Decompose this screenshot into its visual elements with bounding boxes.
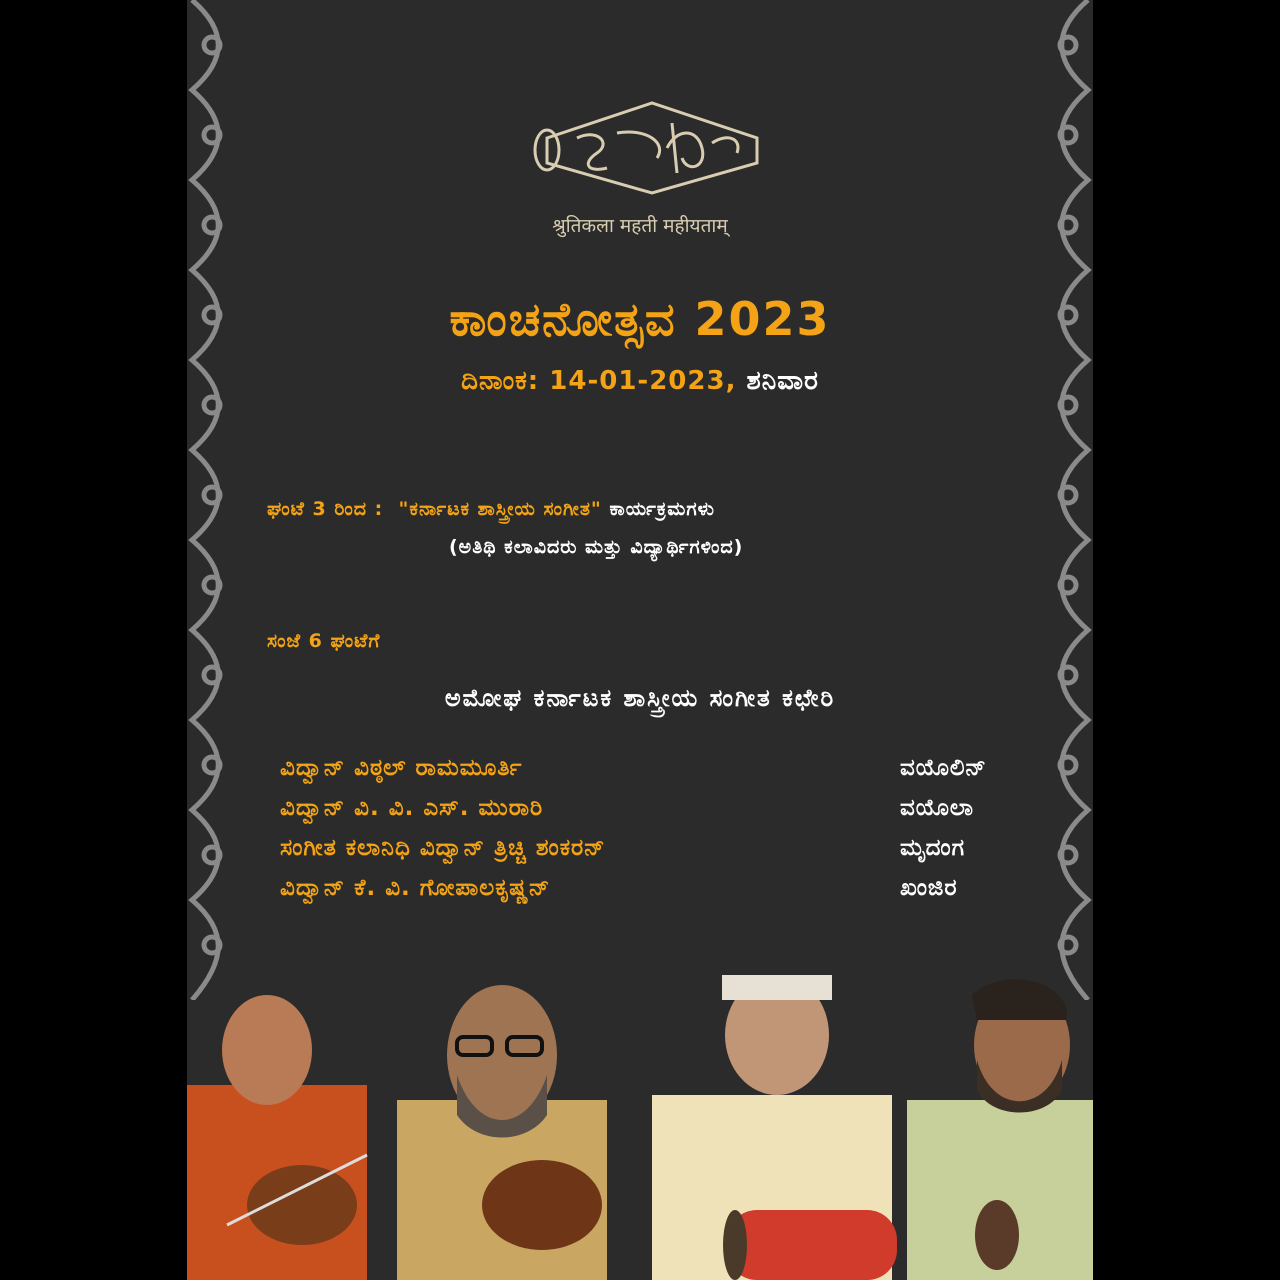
musician-photo-1 [187,995,367,1280]
artist-row [280,868,1040,908]
date-value: 14-01-2023, [549,366,737,396]
left-floral-border [187,0,247,1000]
afternoon-session [267,498,715,520]
logo-tagline: श्रुतिकला महती महीयताम् [552,215,728,237]
artist-photos [187,975,1093,1280]
afternoon-time: ಘಂಟೆ 3 ರಿಂದ : [267,498,384,520]
artist-instrument: ಮೃದಂಗ [900,835,966,861]
afternoon-program: "ಕರ್ನಾಟಕ ಶಾಸ್ತ್ರೀಯ ಸಂಗೀತ" [398,498,602,520]
afternoon-note: (ಅತಿಥಿ ಕಲಾವಿದರು ಮತ್ತು ವಿದ್ಯಾರ್ಥಿಗಳಿಂದ) [449,536,744,558]
date-day: ಶನಿವಾರ [746,366,819,396]
artist-name: ವಿದ್ವಾನ್ ವಿ. ವಿ. ಎಸ್. ಮುರಾರಿ [280,795,544,821]
artist-row [280,788,1040,828]
musician-photo-3 [652,975,897,1280]
event-date [187,366,1093,397]
artist-row [280,748,1040,788]
artist-instrument: ವಯೊಲಿನ್ [900,755,987,781]
artist-row [280,828,1040,868]
afternoon-program-suffix: ಕಾರ್ಯಕ್ರಮಗಳು [609,498,715,520]
artist-name: ವಿದ್ವಾನ್ ಕೆ. ವಿ. ಗೋಪಾಲಕೃಷ್ಣನ್ [280,875,551,901]
artist-instrument: ವಯೊಲಾ [900,795,974,821]
artist-list [280,748,1040,908]
event-title: ಕಾಂಚನೋತ್ಸವ 2023 [449,292,831,346]
organization-logo [517,98,787,198]
concert-title: ಅಮೋಘ ಕರ್ನಾಟಕ ಶಾಸ್ತ್ರೀಯ ಸಂಗೀತ ಕಛೇರಿ [444,684,836,712]
artist-instrument: ಖಂಜಿರ [900,875,958,901]
musician-photo-4 [907,979,1093,1280]
artist-name: ವಿದ್ವಾನ್ ವಿಠ್ಠಲ್ ರಾಮಮೂರ್ತಿ [280,755,523,781]
event-poster [187,0,1093,1280]
musician-photo-2 [397,985,607,1280]
date-label: ದಿನಾಂಕ: [461,366,540,396]
artist-name: ಸಂಗೀತ ಕಲಾನಿಧಿ ವಿದ್ವಾನ್ ತ್ರಿಚ್ಚಿ ಶಂಕರನ್ [280,835,606,861]
right-floral-border [1033,0,1093,1000]
evening-time: ಸಂಜೆ 6 ಘಂಟೆಗೆ [267,630,381,652]
